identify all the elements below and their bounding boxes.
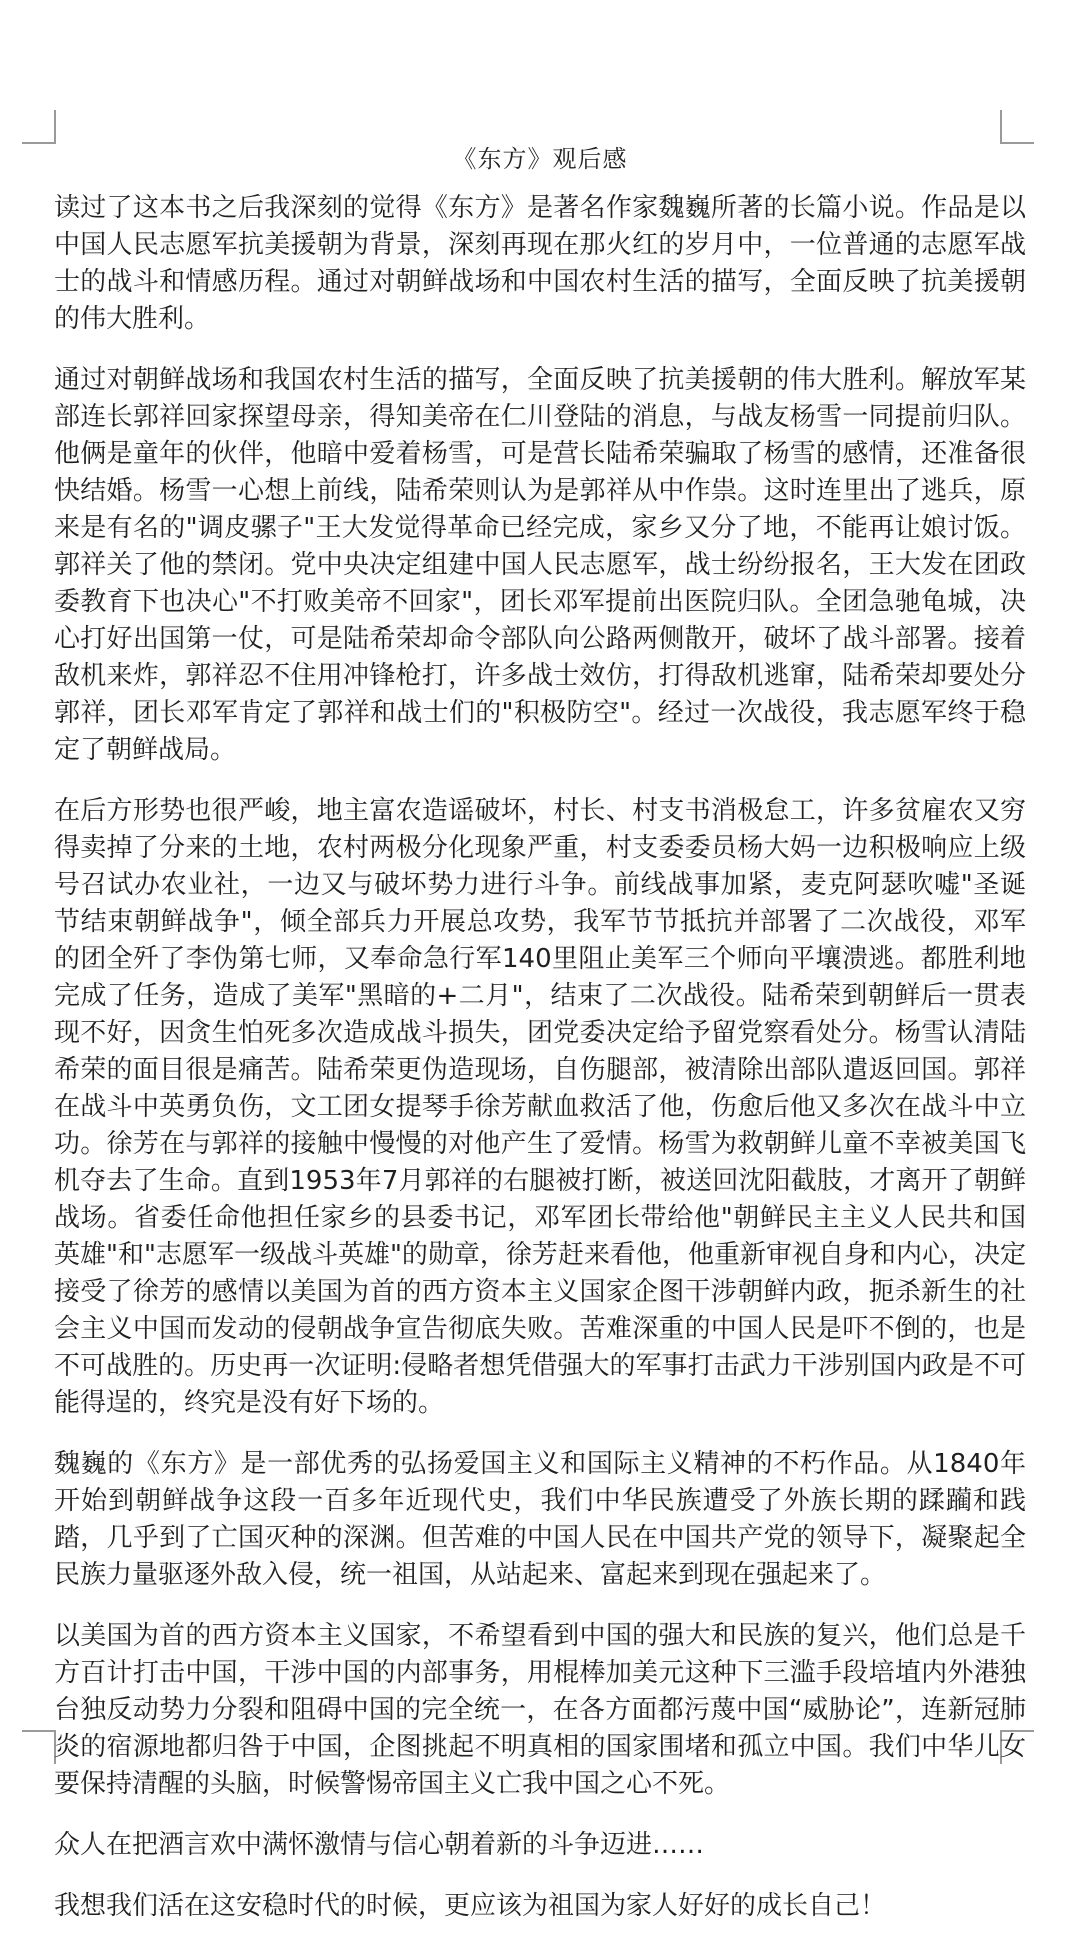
paragraph-5: 以美国为首的西方资本主义国家，不希望看到中国的强大和民族的复兴，他们总是千方百计打击中国，干涉中国的内部事务，用棍棒加美元这种下三滥手段培埴内外港独台独反动势力分裂和阻碍中国的完全统一，在各方面都污蔑中国“威胁论”，连新冠肺炎的宿源地都归咎于中国，企图挑起不明真相的国家围堵和孤立中国。我们中华儿女要保持清醒的头脑，时候警惕帝国主义亡我中国之心不死。 [54, 1621, 1026, 1799]
paragraph-7: 我想我们活在这安稳时代的时候，更应该为祖国为家人好好的成长自己！ [54, 1891, 887, 1921]
paragraph-2: 通过对朝鲜战场和我国农村生活的描写，全面反映了抗美援朝的伟大胜利。解放军某部连长郭祥回家探望母亲，得知美帝在仁川登陆的消息，与战友杨雪一同提前归队。他俩是童年的伙伴，他暗中爱着杨雪，可是营长陆希荣骗取了杨雪的感情，还准备很快结婚。杨雪一心想上前线，陆希荣则认为是郭祥从中作祟。这时连里出了逃兵，原来是有名的"调皮骡子"王大发觉得革命已经完成，家乡又分了地，不能再让娘讨饭。郭祥关了他的禁闭。党中央决定组建中国人民志愿军，战士纷纷报名，王大发在团政委教育下也决心"不打败美帝不回家"，团长邓军提前出医院归队。全团急驰龟城，决心打好出国第一仗，可是陆希荣却命令部队向公路两侧散开，破坏了战斗部署。接着敌机来炸，郭祥忍不住用冲锋枪打，许多战士效仿，打得敌机逃窜，陆希荣却要处分郭祥，团长邓军肯定了郭祥和战士们的"积极防空"。经过一次战役，我志愿军终于稳定了朝鲜战局。 [54, 365, 1026, 765]
paragraph-6: 众人在把酒言欢中满怀激情与信心朝着新的斗争迈进…… [54, 1830, 705, 1860]
document-title: 《东方》观后感 [452, 145, 628, 173]
page-corner-mark-bottom-left [22, 1730, 56, 1764]
page-corner-mark-top-right [1000, 110, 1034, 144]
document-body [54, 190, 1026, 1949]
paragraph-3: 在后方形势也很严峻，地主富农造谣破坏，村长、村支书消极怠工，许多贫雇农又穷得卖掉了分来的土地，农村两极分化现象严重，村支委委员杨大妈一边积极响应上级号召试办农业社，一边又与破坏势力进行斗争。前线战事加紧，麦克阿瑟吹嘘"圣诞节结束朝鲜战争"，倾全部兵力开展总攻势，我军节节抵抗并部署了二次战役，邓军的团全歼了李伪第七师，又奉命急行军140里阻止美军三个师向平壤溃逃。都胜利地完成了任务，造成了美军"黑暗的+二月"，结束了二次战役。陆希荣到朝鲜后一贯表现不好，因贪生怕死多次造成战斗损失，团党委决定给予留党察看处分。杨雪认清陆希荣的面目很是痛苦。陆希荣更伪造现场，自伤腿部，被清除出部队遣返回国。郭祥在战斗中英勇负伤，文工团女提琴手徐芳献血救活了他，伤愈后他又多次在战斗中立功。徐芳在与郭祥的接触中慢慢的对他产生了爱情。杨雪为救朝鲜儿童不幸被美国飞机夺去了生命。直到1953年7月郭祥的右腿被打断，被送回沈阳截肢，才离开了朝鲜战场。省委任命他担任家乡的县委书记，邓军团长带给他"朝鲜民主主义人民共和国英雄"和"志愿军一级战斗英雄"的勋章，徐芳赶来看他，他重新审视自身和内心，决定接受了徐芳的感情以美国为首的西方资本主义国家企图干涉朝鲜内政，扼杀新生的社会主义中国而发动的侵朝战争宣告彻底失败。苦难深重的中国人民是吓不倒的，也是不可战胜的。历史再一次证明:侵略者想凭借强大的军事打击武力干涉别国内政是不可能得逞的，终究是没有好下场的。 [54, 796, 1026, 1418]
paragraph-1: 读过了这本书之后我深刻的觉得《东方》是著名作家魏巍所著的长篇小说。作品是以中国人民志愿军抗美援朝为背景，深刻再现在那火红的岁月中，一位普通的志愿军战士的战斗和情感历程。通过对朝鲜战场和中国农村生活的描写，全面反映了抗美援朝的伟大胜利。 [54, 193, 1026, 334]
paragraph-4: 魏巍的《东方》是一部优秀的弘扬爱国主义和国际主义精神的不朽作品。从1840年开始到朝鲜战争这段一百多年近现代史，我们中华民族遭受了外族长期的蹂躏和践踏，几乎到了亡国灭种的深渊。但苦难的中国人民在中国共产党的领导下，凝聚起全民族力量驱逐外敌入侵，统一祖国，从站起来、富起来到现在强起来了。 [54, 1449, 1026, 1590]
page-corner-mark-top-left [22, 110, 56, 144]
